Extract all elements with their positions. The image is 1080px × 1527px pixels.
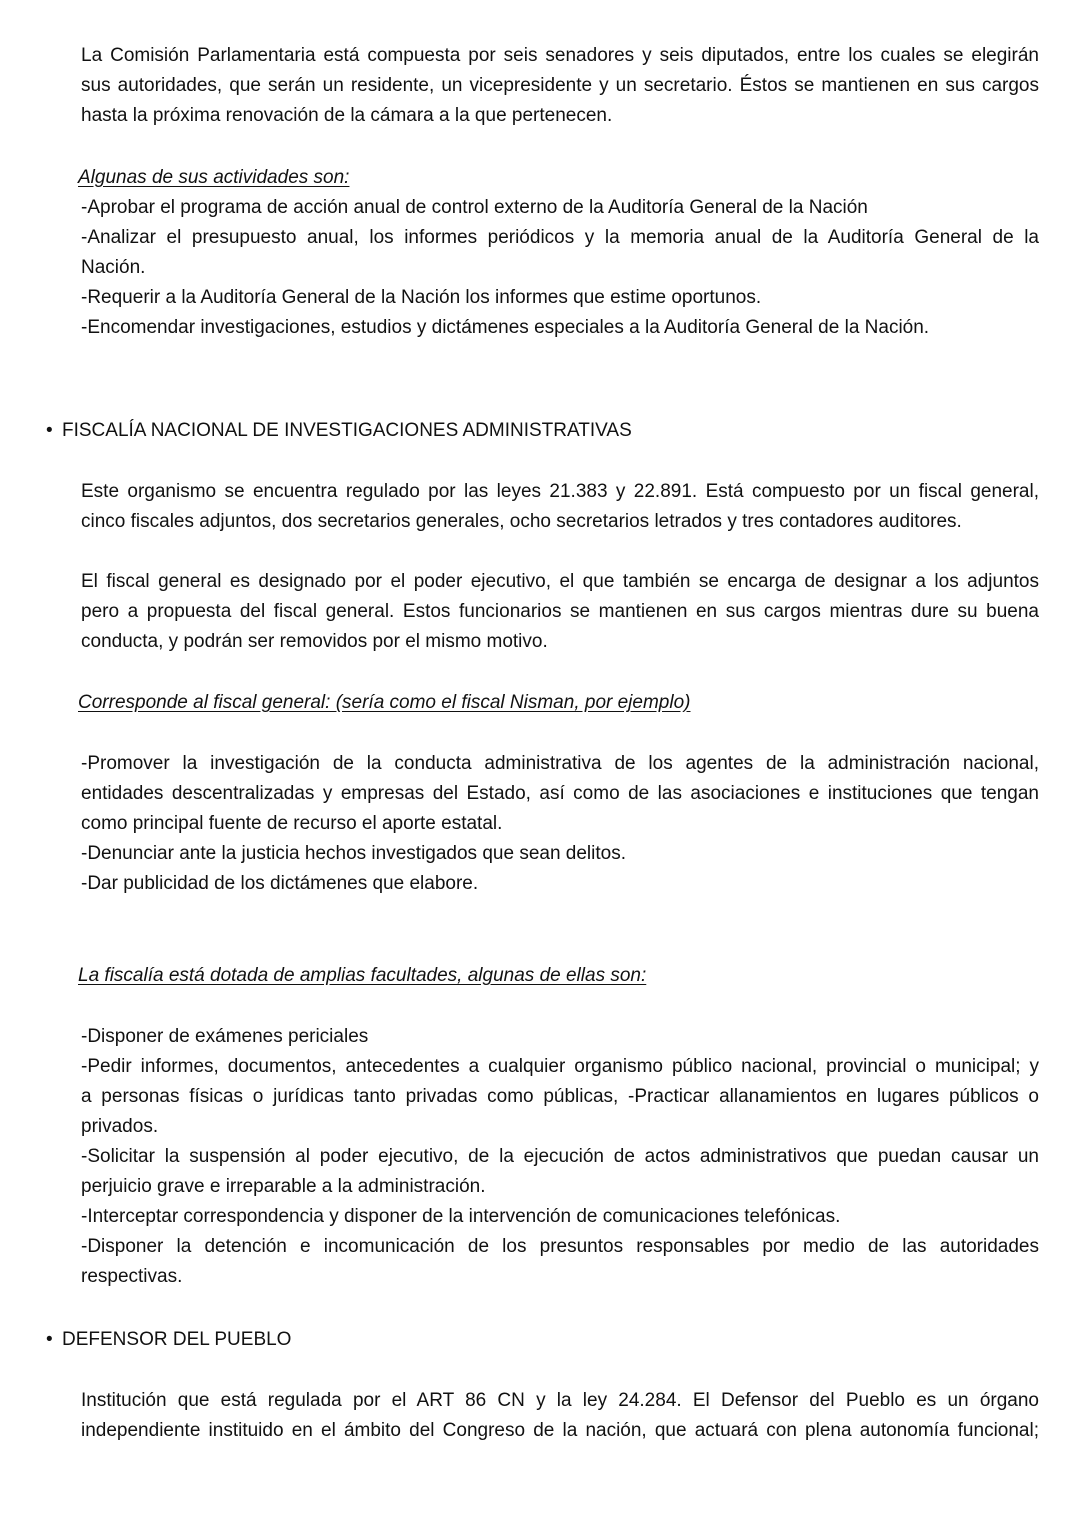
list-item: como principal fuente de recurso el aporte estatal.: [81, 813, 503, 834]
activity-item: -Requerir a la Auditoría General de la Nación los informes que estime oportunos.: [81, 287, 762, 308]
intro-line: La Comisión Parlamentaria está compuesta por seis senadores y seis diputados, entre los cuales se elegirán: [81, 45, 1039, 66]
paragraph-line: pero a propuesta del fiscal general. Estos funcionarios se mantienen en sus cargos mientras dure su buena: [81, 601, 1039, 622]
list-item: -Interceptar correspondencia y disponer de la intervención de comunicaciones telefónicas.: [81, 1206, 841, 1227]
fiscal-general-heading: Corresponde al fiscal general: (sería como el fiscal Nisman, por ejemplo): [78, 692, 691, 713]
activity-item: -Encomendar investigaciones, estudios y dictámenes especiales a la Auditoría General de la Nación.: [81, 317, 930, 338]
activity-item: Nación.: [81, 257, 146, 278]
paragraph-line: El fiscal general es designado por el poder ejecutivo, el que también se encarga de designar a los adjuntos: [81, 571, 1039, 592]
bullet-icon: •: [46, 1329, 53, 1350]
activities-heading: Algunas de sus actividades son:: [78, 167, 350, 188]
section-heading-defensor: [46, 1325, 291, 1355]
list-item: perjuicio grave e irreparable a la administración.: [81, 1176, 486, 1197]
list-item: -Disponer la detención e incomunicación de los presuntos responsables por medio de las autoridades: [81, 1236, 1039, 1257]
paragraph-line: conducta, y podrán ser removidos por el mismo motivo.: [81, 631, 548, 652]
defensor-paragraph-1: [81, 1386, 1039, 1446]
intro-line: hasta la próxima renovación de la cámara a la que pertenecen.: [81, 105, 613, 126]
activities-list: [81, 193, 1039, 343]
fiscalia-paragraph-2: [81, 567, 1039, 657]
activity-item: -Aprobar el programa de acción anual de control externo de la Auditoría General de la Nación: [81, 197, 868, 218]
paragraph-line: Este organismo se encuentra regulado por las leyes 21.383 y 22.891. Está compuesto por un fiscal general,: [81, 481, 1039, 502]
list-item: -Solicitar la suspensión al poder ejecutivo, de la ejecución de actos administrativos que puedan causar un: [81, 1146, 1039, 1167]
section-heading-fiscalia: [46, 416, 632, 446]
facultades-list: [81, 1022, 1039, 1292]
facultades-heading: La fiscalía está dotada de amplias facultades, algunas de ellas son:: [78, 965, 647, 986]
bullet-icon: •: [46, 420, 53, 441]
list-item: -Pedir informes, documentos, antecedentes a cualquier organismo público nacional, provincial o municipal; y: [81, 1056, 1039, 1077]
list-item: -Disponer de exámenes periciales: [81, 1026, 369, 1047]
fiscalia-paragraph-1: [81, 477, 1039, 537]
list-item: privados.: [81, 1116, 159, 1137]
list-item: -Dar publicidad de los dictámenes que elabore.: [81, 873, 479, 894]
list-item: a personas físicas o jurídicas tanto privadas como públicas, -Practicar allanamientos en lugares públicos o: [81, 1086, 1039, 1107]
paragraph-line: independiente instituido en el ámbito del Congreso de la nación, que actuará con plena autonomía funcional;: [81, 1420, 1039, 1441]
list-item: -Denunciar ante la justicia hechos investigados que sean delitos.: [81, 843, 626, 864]
intro-paragraph: [81, 41, 1039, 131]
intro-line: sus autoridades, que serán un residente, un vicepresidente y un secretario. Éstos se mantienen en sus cargos: [81, 75, 1039, 96]
list-item: -Promover la investigación de la conducta administrativa de los agentes de la administración nacional,: [81, 753, 1039, 774]
list-item: respectivas.: [81, 1266, 183, 1287]
list-item: entidades descentralizadas y empresas del Estado, así como de las asociaciones e instituciones que tengan: [81, 783, 1039, 804]
paragraph-line: Institución que está regulada por el ART 86 CN y la ley 24.284. El Defensor del Pueblo es un órgano: [81, 1390, 1039, 1411]
fiscal-general-list: [81, 749, 1039, 899]
section-title: FISCALÍA NACIONAL DE INVESTIGACIONES ADMINISTRATIVAS: [62, 420, 632, 441]
section-title: DEFENSOR DEL PUEBLO: [62, 1329, 292, 1350]
activity-item: -Analizar el presupuesto anual, los informes periódicos y la memoria anual de la Auditoría General de la: [81, 227, 1039, 248]
paragraph-line: cinco fiscales adjuntos, dos secretarios generales, ocho secretarios letrados y tres contadores auditores.: [81, 511, 962, 532]
